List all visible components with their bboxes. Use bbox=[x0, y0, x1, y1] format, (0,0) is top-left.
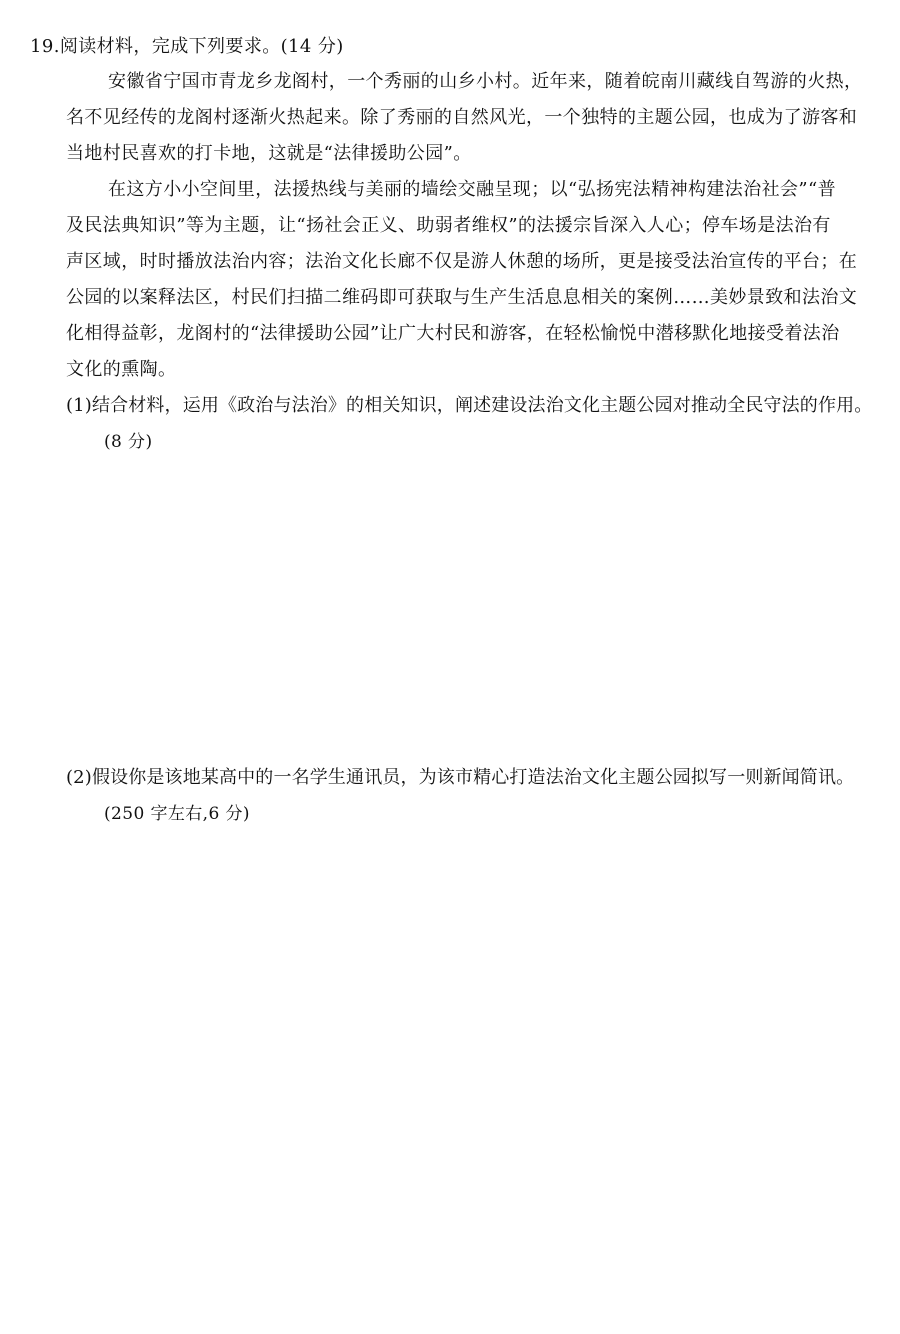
question-header: 19.阅读材料，完成下列要求。(14 分) bbox=[30, 36, 344, 57]
material-line: 化相得益彰，龙阁村的“法律援助公园”让广大村民和游客，在轻松愉悦中潜移默化地接受着法治 bbox=[66, 323, 840, 344]
answer-space-2 bbox=[66, 840, 866, 1300]
material-line: 当地村民喜欢的打卡地，这就是“法律援助公园”。 bbox=[66, 143, 472, 164]
sub-question-1-points: (8 分) bbox=[104, 432, 153, 452]
answer-space-1 bbox=[66, 470, 866, 760]
material-line: 文化的熏陶。 bbox=[66, 359, 177, 380]
material-line: 及民法典知识”等为主题，让“扬社会正义、助弱者维权”的法援宗旨深入人心；停车场是法治有 bbox=[66, 215, 831, 236]
material-line: 名不见经传的龙阁村逐渐火热起来。除了秀丽的自然风光，一个独特的主题公园，也成为了游客和 bbox=[66, 107, 858, 128]
sub-question-2-points: (250 字左右,6 分) bbox=[104, 804, 250, 824]
material-line: 安徽省宁国市青龙乡龙阁村，一个秀丽的山乡小村。近年来，随着皖南川藏线自驾游的火热， bbox=[108, 71, 863, 92]
material-line: 公园的以案释法区，村民们扫描二维码即可获取与生产生活息息相关的案例……美妙景致和法治文 bbox=[66, 287, 858, 308]
sub-question-2-text: (2)假设你是该地某高中的一名学生通讯员，为该市精心打造法治文化主题公园拟写一则新闻简讯。 bbox=[66, 767, 855, 788]
sub-question-1-text: (1)结合材料，运用《政治与法治》的相关知识，阐述建设法治文化主题公园对推动全民守法的作用。 bbox=[66, 395, 873, 416]
material-line: 在这方小小空间里，法援热线与美丽的墙绘交融呈现；以“弘扬宪法精神构建法治社会”“普 bbox=[108, 179, 837, 200]
material-line: 声区域，时时播放法治内容；法治文化长廊不仅是游人休憩的场所，更是接受法治宣传的平台；在 bbox=[66, 251, 858, 272]
